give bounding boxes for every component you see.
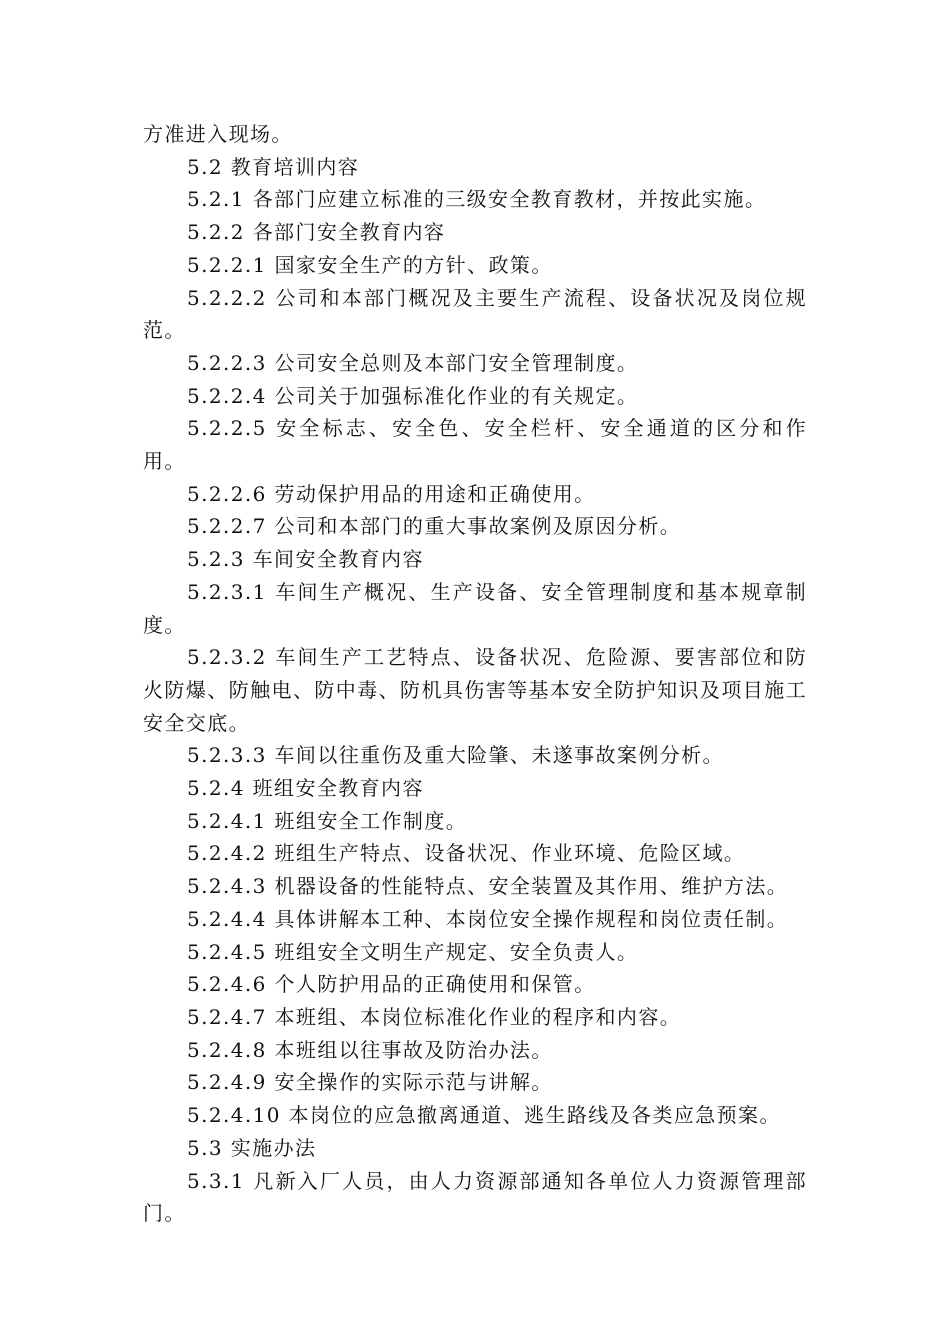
- list-item: 5.2.2.4 公司关于加强标准化作业的有关规定。: [187, 383, 639, 408]
- list-item: 5.2.4.8 本班组以往事故及防治办法。: [187, 1037, 553, 1062]
- section-heading-5-2: 5.2 教育培训内容: [187, 154, 360, 179]
- list-item: 5.2.3.3 车间以往重伤及重大险肇、未遂事故案例分析。: [187, 743, 724, 768]
- section-heading-5-2-2: 5.2.2 各部门安全教育内容: [187, 220, 446, 245]
- list-item: 5.2.4.3 机器设备的性能特点、安全装置及其作用、维护方法。: [187, 874, 789, 899]
- section-heading-5-2-3: 5.2.3 车间安全教育内容: [187, 547, 424, 572]
- paragraph: 5.2.1 各部门应建立标准的三级安全教育教材，并按此实施。: [187, 187, 767, 212]
- list-item: 5.2.4.6 个人防护用品的正确使用和保管。: [187, 972, 596, 997]
- list-item: 5.2.4.9 安全操作的实际示范与讲解。: [187, 1070, 553, 1095]
- document-body: [143, 118, 807, 1230]
- paragraph: 方准进入现场。: [143, 122, 293, 146]
- list-item: 5.2.4.2 班组生产特点、设备状况、作业环境、危险区域。: [187, 841, 746, 866]
- section-heading-5-3: 5.3 实施办法: [187, 1135, 317, 1160]
- list-item: 5.2.2.6 劳动保护用品的用途和正确使用。: [187, 481, 596, 506]
- list-item: 5.2.3.1 车间生产概况、生产设备、安全管理制度和基本规章制度。: [143, 579, 807, 637]
- paragraph: 5.3.1 凡新入厂人员，由人力资源部通知各单位人力资源管理部门。: [143, 1168, 807, 1226]
- list-item: 5.2.3.2 车间生产工艺特点、设备状况、危险源、要害部位和防火防爆、防触电、防中毒、防机具伤害等基本安全防护知识及项目施工安全交底。: [143, 645, 807, 735]
- list-item: 5.2.2.3 公司安全总则及本部门安全管理制度。: [187, 350, 639, 375]
- list-item: 5.2.4.1 班组安全工作制度。: [187, 808, 468, 833]
- section-heading-5-2-4: 5.2.4 班组安全教育内容: [187, 776, 424, 801]
- list-item: 5.2.4.5 班组安全文明生产规定、安全负责人。: [187, 939, 639, 964]
- list-item: 5.2.4.10 本岗位的应急撤离通道、逃生路线及各类应急预案。: [187, 1103, 781, 1128]
- list-item: 5.2.2.1 国家安全生产的方针、政策。: [187, 252, 553, 277]
- list-item: 5.2.2.5 安全标志、安全色、安全栏杆、安全通道的区分和作用。: [143, 416, 807, 474]
- list-item: 5.2.4.4 具体讲解本工种、本岗位安全操作规程和岗位责任制。: [187, 906, 789, 931]
- list-item: 5.2.4.7 本班组、本岗位标准化作业的程序和内容。: [187, 1004, 682, 1029]
- list-item: 5.2.2.7 公司和本部门的重大事故案例及原因分析。: [187, 514, 682, 539]
- list-item: 5.2.2.2 公司和本部门概况及主要生产流程、设备状况及岗位规范。: [143, 285, 807, 343]
